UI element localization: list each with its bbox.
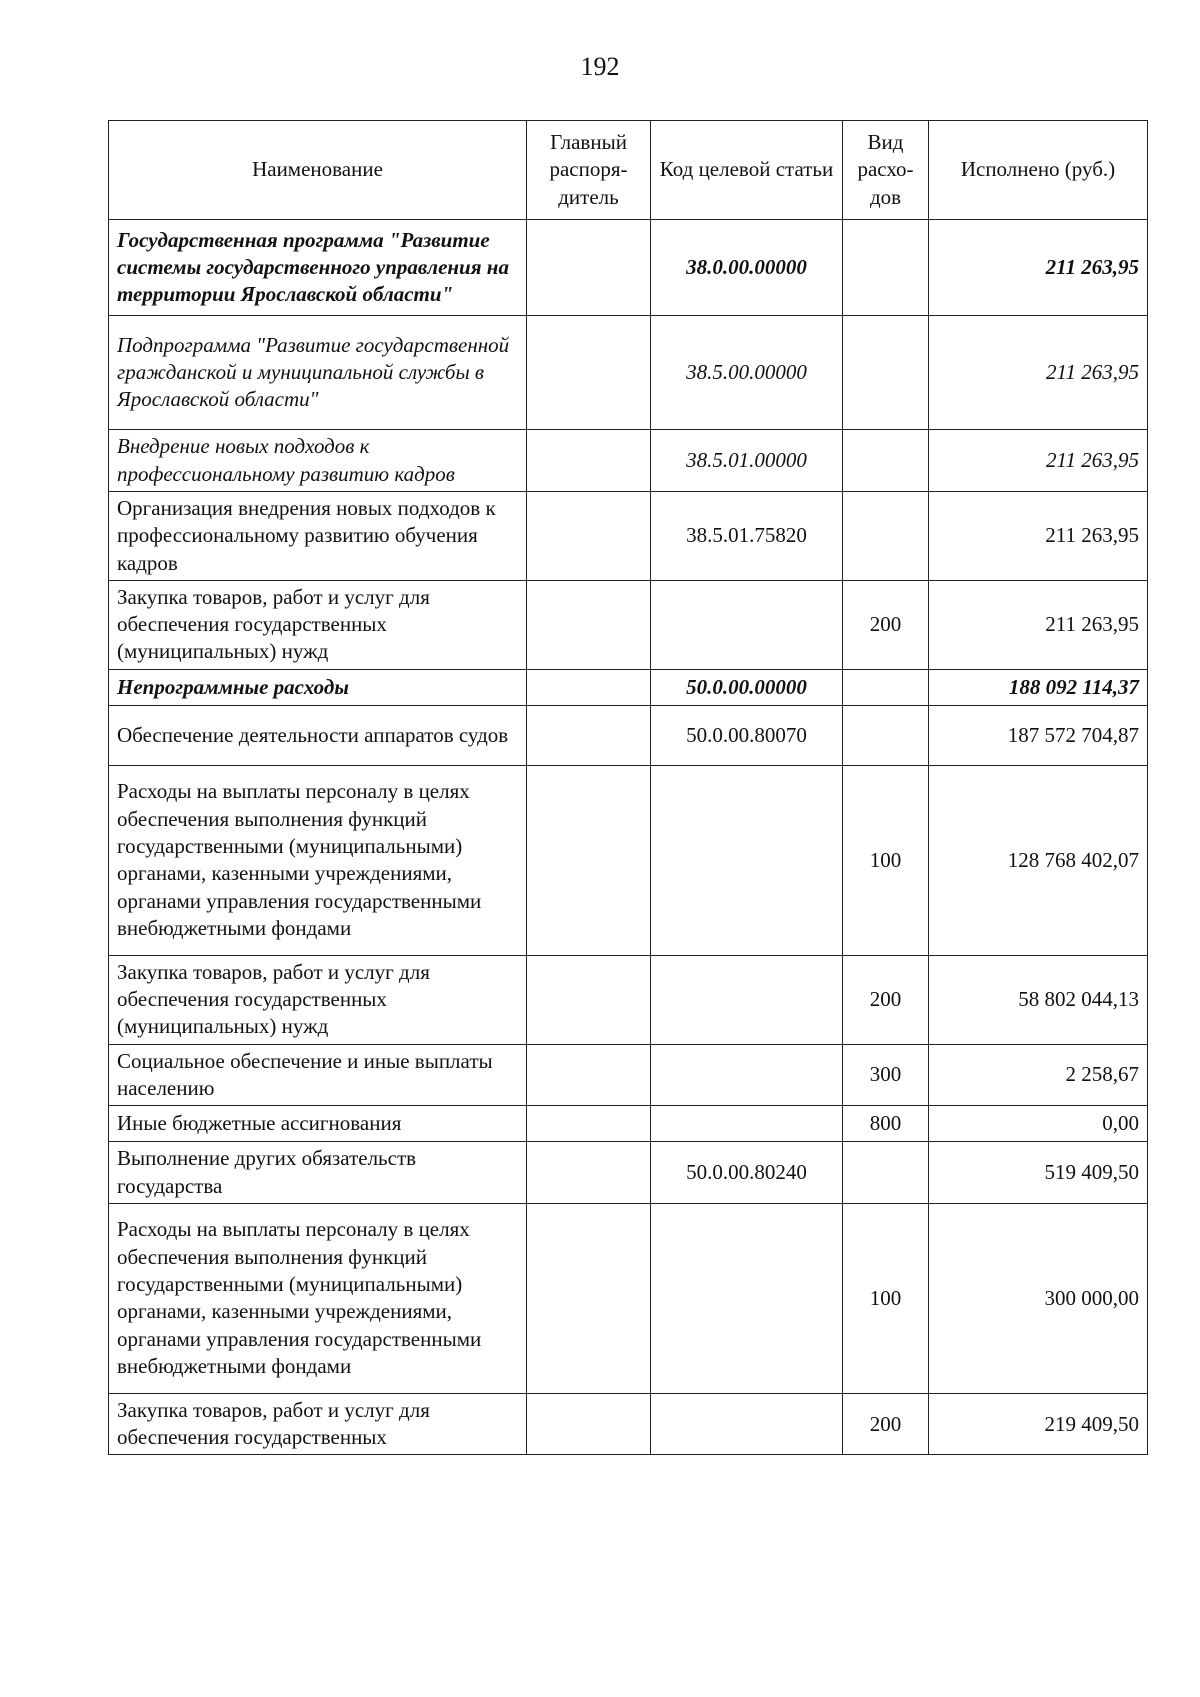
table-row xyxy=(109,669,1148,705)
row-main-manager-cell xyxy=(527,1203,651,1393)
row-target-code-cell xyxy=(651,1393,843,1455)
row-main-manager-cell xyxy=(527,492,651,581)
row-expense-type-cell: 200 xyxy=(843,580,929,669)
row-expense-type-cell xyxy=(843,669,929,705)
header-main-manager: Главный распоря-дитель xyxy=(527,121,651,220)
row-expense-type-cell xyxy=(843,430,929,492)
table-row xyxy=(109,1203,1148,1393)
row-executed-sum-cell: 211 263,95 xyxy=(929,492,1148,581)
header-expense-type: Вид расхо-дов xyxy=(843,121,929,220)
row-expense-type-cell: 800 xyxy=(843,1106,929,1142)
row-expense-type-cell xyxy=(843,220,929,316)
row-target-code-cell: 50.0.00.00000 xyxy=(651,669,843,705)
row-name-cell: Социальное обеспечение и иные выплаты населению xyxy=(109,1044,527,1106)
row-main-manager-cell xyxy=(527,1393,651,1455)
row-executed-sum-cell: 128 768 402,07 xyxy=(929,765,1148,955)
row-main-manager-cell xyxy=(527,1044,651,1106)
header-target-code: Код целевой статьи xyxy=(651,121,843,220)
row-name-cell: Подпрограмма "Развитие государственной гражданской и муниципальной службы в Ярославской области" xyxy=(109,316,527,430)
row-executed-sum-cell: 187 572 704,87 xyxy=(929,705,1148,765)
row-expense-type-cell: 100 xyxy=(843,765,929,955)
row-target-code-cell: 38.5.01.00000 xyxy=(651,430,843,492)
row-name-cell: Закупка товаров, работ и услуг для обеспечения государственных (муниципальных) нужд xyxy=(109,580,527,669)
table-row xyxy=(109,765,1148,955)
table-row xyxy=(109,955,1148,1044)
row-name-cell: Расходы на выплаты персоналу в целях обеспечения выполнения функций государственными (муниципальными) органами, казенными учреждениями, органами управления государственными внебюджетными фондами xyxy=(109,1203,527,1393)
table-row xyxy=(109,430,1148,492)
row-target-code-cell: 38.0.00.00000 xyxy=(651,220,843,316)
row-main-manager-cell xyxy=(527,669,651,705)
table-row xyxy=(109,1142,1148,1204)
header-name: Наименование xyxy=(109,121,527,220)
row-main-manager-cell xyxy=(527,1142,651,1204)
row-name-cell: Расходы на выплаты персоналу в целях обеспечения выполнения функций государственными (муниципальными) органами, казенными учреждениями, органами управления государственными внебюджетными фондами xyxy=(109,765,527,955)
table-row xyxy=(109,1044,1148,1106)
budget-execution-table xyxy=(108,120,1148,1455)
row-main-manager-cell xyxy=(527,580,651,669)
row-executed-sum-cell: 0,00 xyxy=(929,1106,1148,1142)
row-name-cell: Обеспечение деятельности аппаратов судов xyxy=(109,705,527,765)
row-name-cell: Государственная программа "Развитие системы государственного управления на территории Ярославской области" xyxy=(109,220,527,316)
row-target-code-cell: 38.5.00.00000 xyxy=(651,316,843,430)
row-expense-type-cell xyxy=(843,492,929,581)
row-target-code-cell xyxy=(651,955,843,1044)
row-target-code-cell: 38.5.01.75820 xyxy=(651,492,843,581)
row-name-cell: Организация внедрения новых подходов к профессиональному развитию обучения кадров xyxy=(109,492,527,581)
table-row xyxy=(109,1393,1148,1455)
row-executed-sum-cell: 211 263,95 xyxy=(929,580,1148,669)
row-target-code-cell: 50.0.00.80070 xyxy=(651,705,843,765)
row-target-code-cell: 50.0.00.80240 xyxy=(651,1142,843,1204)
row-main-manager-cell xyxy=(527,705,651,765)
row-name-cell: Выполнение других обязательств государства xyxy=(109,1142,527,1204)
table-row xyxy=(109,220,1148,316)
row-expense-type-cell: 200 xyxy=(843,1393,929,1455)
table-row xyxy=(109,580,1148,669)
row-name-cell: Закупка товаров, работ и услуг для обеспечения государственных (муниципальных) нужд xyxy=(109,955,527,1044)
row-executed-sum-cell: 219 409,50 xyxy=(929,1393,1148,1455)
row-name-cell: Закупка товаров, работ и услуг для обеспечения государственных xyxy=(109,1393,527,1455)
row-main-manager-cell xyxy=(527,430,651,492)
row-expense-type-cell: 200 xyxy=(843,955,929,1044)
row-expense-type-cell: 100 xyxy=(843,1203,929,1393)
row-main-manager-cell xyxy=(527,955,651,1044)
table-row xyxy=(109,492,1148,581)
row-target-code-cell xyxy=(651,580,843,669)
row-name-cell: Внедрение новых подходов к профессиональному развитию кадров xyxy=(109,430,527,492)
row-executed-sum-cell: 519 409,50 xyxy=(929,1142,1148,1204)
header-executed: Исполнено (руб.) xyxy=(929,121,1148,220)
table-row xyxy=(109,705,1148,765)
table-body xyxy=(109,220,1148,1455)
row-executed-sum-cell: 300 000,00 xyxy=(929,1203,1148,1393)
row-expense-type-cell xyxy=(843,1142,929,1204)
table-row xyxy=(109,316,1148,430)
row-executed-sum-cell: 2 258,67 xyxy=(929,1044,1148,1106)
row-executed-sum-cell: 188 092 114,37 xyxy=(929,669,1148,705)
row-expense-type-cell xyxy=(843,705,929,765)
row-executed-sum-cell: 211 263,95 xyxy=(929,430,1148,492)
row-target-code-cell xyxy=(651,765,843,955)
row-main-manager-cell xyxy=(527,1106,651,1142)
row-target-code-cell xyxy=(651,1203,843,1393)
row-expense-type-cell xyxy=(843,316,929,430)
page-number: 192 xyxy=(580,52,620,81)
row-executed-sum-cell: 58 802 044,13 xyxy=(929,955,1148,1044)
row-main-manager-cell xyxy=(527,220,651,316)
row-name-cell: Непрограммные расходы xyxy=(109,669,527,705)
row-target-code-cell xyxy=(651,1044,843,1106)
row-executed-sum-cell: 211 263,95 xyxy=(929,220,1148,316)
row-executed-sum-cell: 211 263,95 xyxy=(929,316,1148,430)
row-main-manager-cell xyxy=(527,316,651,430)
row-target-code-cell xyxy=(651,1106,843,1142)
table-row xyxy=(109,1106,1148,1142)
row-name-cell: Иные бюджетные ассигнования xyxy=(109,1106,527,1142)
table-header-row xyxy=(109,121,1148,220)
row-main-manager-cell xyxy=(527,765,651,955)
row-expense-type-cell: 300 xyxy=(843,1044,929,1106)
